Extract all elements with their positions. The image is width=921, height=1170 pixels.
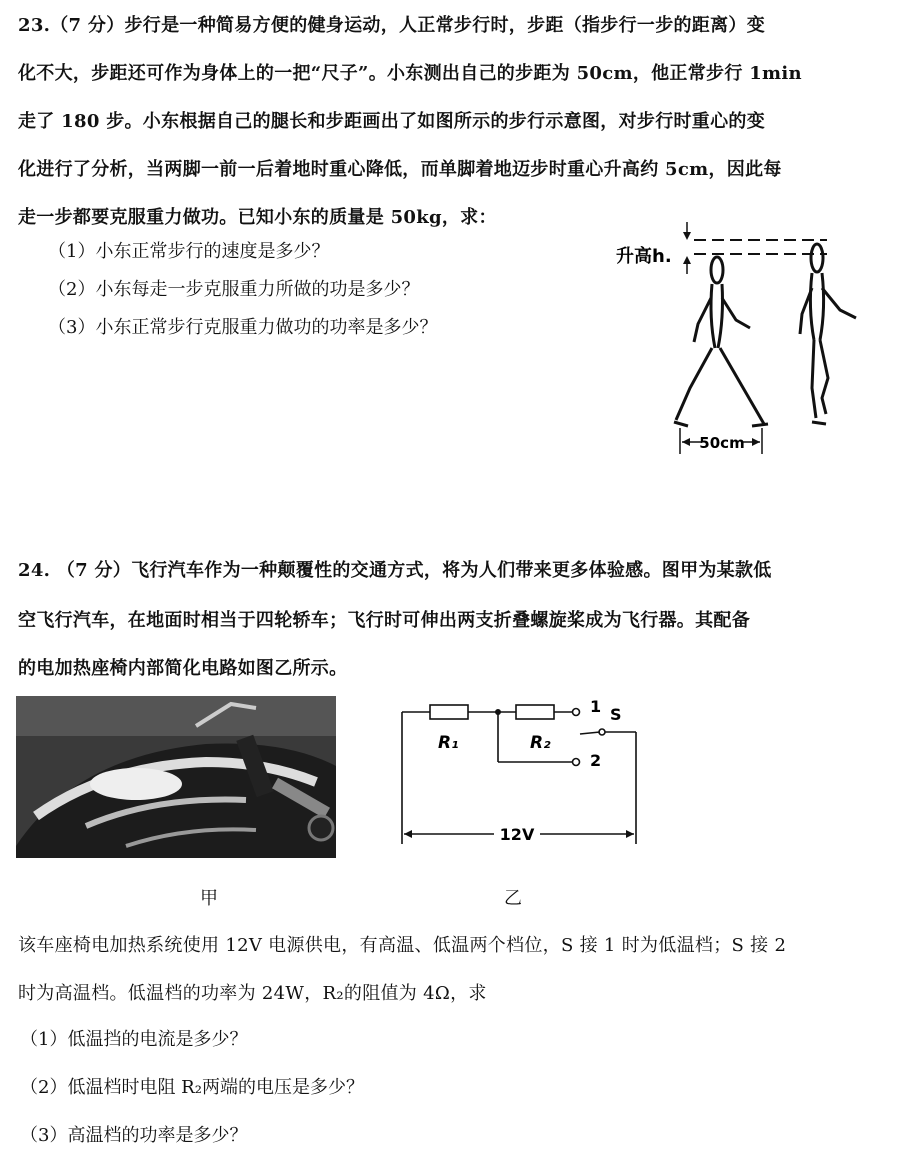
problem-23-question-2: （2）小东每走一步克服重力所做的功是多少？ — [48, 279, 420, 300]
step-arrow-right-icon — [752, 438, 760, 446]
terminal-2-label: 2 — [590, 751, 602, 770]
junction-dot — [495, 709, 501, 715]
problem-24-body-line-1: 该车座椅电加热系统使用 12V 电源供电，有高温、低温两个档位，S 接 1 时为低温档；S 接 2 — [18, 935, 787, 956]
problem-23-line-1: 23.（7 分）步行是一种简易方便的健身运动，人正常步行时，步距（指步行一步的距离）变 — [18, 15, 766, 36]
figure-yi-label: 乙 — [504, 888, 522, 909]
switch-label: S — [610, 705, 622, 724]
flying-car-photo — [16, 696, 336, 858]
walker-two-feet — [674, 257, 768, 426]
problem-24-body-line-2: 时为高温档。低温档的功率为 24W，R₂的阻值为 4Ω，求 — [18, 983, 487, 1004]
problem-24-question-3: （3）高温档的功率是多少？ — [20, 1125, 248, 1146]
problem-23-question-1: （1）小东正常步行的速度是多少？ — [48, 241, 330, 262]
voltage-label: 12V — [499, 825, 535, 844]
arrow-down-icon — [683, 232, 691, 240]
problem-23-line-4: 化进行了分析，当两脚一前一后着地时重心降低，而单脚着地迈步时重心升高约 5cm，因此每 — [18, 159, 782, 180]
problem-23-line-5: 走一步都要克服重力做功。已知小东的质量是 50kg，求： — [18, 207, 497, 228]
step-arrow-left-icon — [682, 438, 690, 446]
figure-jia-label: 甲 — [200, 888, 218, 909]
problem-24-line-1: 24. （7 分）飞行汽车作为一种颠覆性的交通方式，将为人们带来更多体验感。图甲为某款低 — [18, 560, 772, 581]
arrow-up-icon — [683, 256, 691, 264]
problem-23-question-3: （3）小东正常步行克服重力做功的功率是多少？ — [48, 317, 438, 338]
resistor-r2-label: R₂ — [530, 733, 551, 753]
problem-23-line-3: 走了 180 步。小东根据自己的腿长和步距画出了如图所示的步行示意图，对步行时重心的变 — [18, 111, 766, 132]
walking-figure — [612, 218, 872, 468]
terminal-1-label: 1 — [590, 697, 602, 716]
problem-23-line-2: 化不大，步距还可作为身体上的一把“尺子”。小东测出自己的步距为 50cm，他正常步行 1min — [18, 63, 802, 84]
problem-24-question-2: （2）低温档时电阻 R₂两端的电压是多少？ — [20, 1077, 364, 1098]
problem-24-line-3: 的电加热座椅内部简化电路如图乙所示。 — [18, 658, 348, 679]
rise-label: 升高h. — [616, 246, 672, 267]
walker-single-foot — [800, 244, 856, 424]
step-label: 50cm — [699, 434, 745, 452]
resistor-r1-label: R₁ — [438, 733, 459, 753]
voltage-arrow-left-icon — [404, 830, 412, 838]
problem-24-line-2: 空飞行汽车，在地面时相当于四轮轿车；飞行时可伸出两支折叠螺旋桨成为飞行器。其配备 — [18, 610, 750, 631]
heating-circuit-diagram — [396, 694, 646, 854]
voltage-arrow-right-icon — [626, 830, 634, 838]
problem-24-question-1: （1）低温挡的电流是多少？ — [20, 1029, 248, 1050]
